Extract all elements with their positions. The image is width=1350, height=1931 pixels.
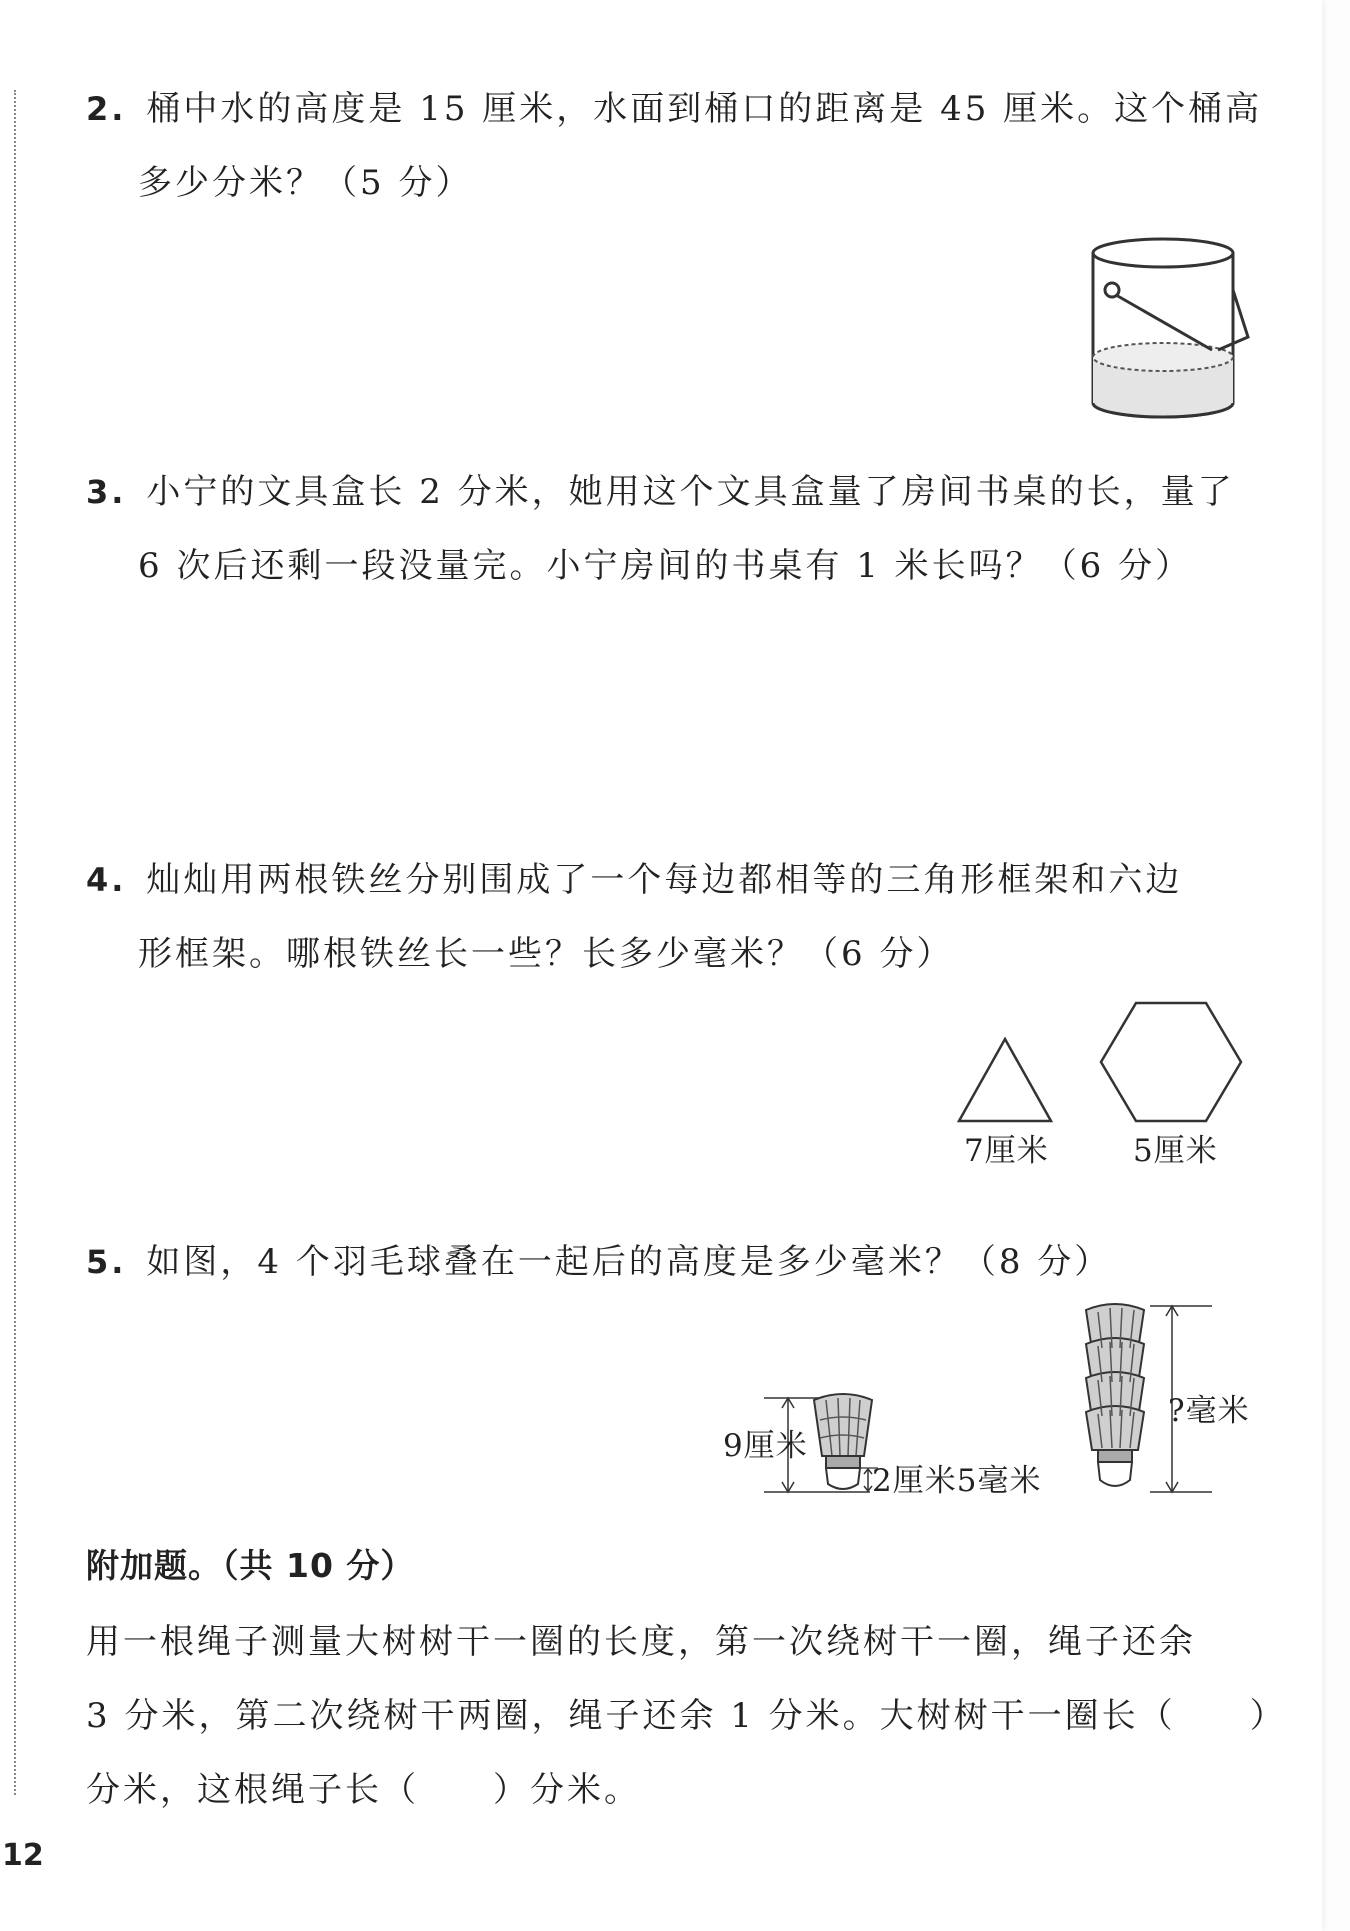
question-text: 灿灿用两根铁丝分别围成了一个每边都相等的三角形框架和六边 bbox=[146, 860, 1183, 900]
bonus-title: 附加题。（共 10 分） bbox=[86, 1546, 415, 1585]
question-number: 4. bbox=[86, 861, 127, 899]
question-text: 如图，4 个羽毛球叠在一起后的高度是多少毫米？（8 分） bbox=[146, 1242, 1112, 1282]
question-number: 3. bbox=[86, 473, 127, 511]
shuttlecock-height-label: 9厘米 bbox=[723, 1428, 808, 1464]
question-4 bbox=[86, 843, 1246, 991]
stack-height-label: ?毫米 bbox=[1168, 1393, 1250, 1429]
question-number: 5. bbox=[86, 1243, 127, 1281]
bonus-text: ） bbox=[1249, 1696, 1287, 1736]
bonus-text: 分米，这根绳子长（ bbox=[86, 1770, 419, 1810]
hexagon-label: 5厘米 bbox=[1133, 1133, 1218, 1169]
question-2 bbox=[86, 72, 1263, 220]
question-text: 多少分米？（5 分） bbox=[138, 163, 473, 203]
bonus-question bbox=[86, 1605, 1287, 1827]
triangle-icon bbox=[955, 1035, 1055, 1125]
bucket-icon bbox=[1090, 232, 1250, 422]
bonus-text: 3 分米，第二次绕树干两圈，绳子还余 1 分米。大树树干一圈长（ bbox=[86, 1696, 1176, 1736]
question-text: 桶中水的高度是 15 厘米，水面到桶口的距离是 45 厘米。这个桶高 bbox=[146, 89, 1263, 129]
bonus-text: 用一根绳子测量大树树干一圈的长度，第一次绕树干一圈，绳子还余 bbox=[86, 1622, 1196, 1662]
triangle-label: 7厘米 bbox=[964, 1133, 1049, 1169]
question-3 bbox=[86, 455, 1246, 603]
binding-line bbox=[14, 90, 16, 1795]
bonus-text: ）分米。 bbox=[493, 1770, 641, 1810]
shuttlecock-base-label: 2厘米5毫米 bbox=[872, 1463, 1042, 1499]
question-5 bbox=[86, 1225, 1246, 1299]
hexagon-icon bbox=[1098, 1000, 1244, 1125]
question-text: 6 次后还剩一段没量完。小宁房间的书桌有 1 米长吗？（6 分） bbox=[138, 546, 1193, 586]
question-text: 小宁的文具盒长 2 分米，她用这个文具盒量了房间书桌的长，量了 bbox=[146, 472, 1235, 512]
page-number: 12 bbox=[2, 1838, 44, 1873]
question-text: 形框架。哪根铁丝长一些？长多少毫米？（6 分） bbox=[138, 934, 954, 974]
question-number: 2. bbox=[86, 90, 127, 128]
